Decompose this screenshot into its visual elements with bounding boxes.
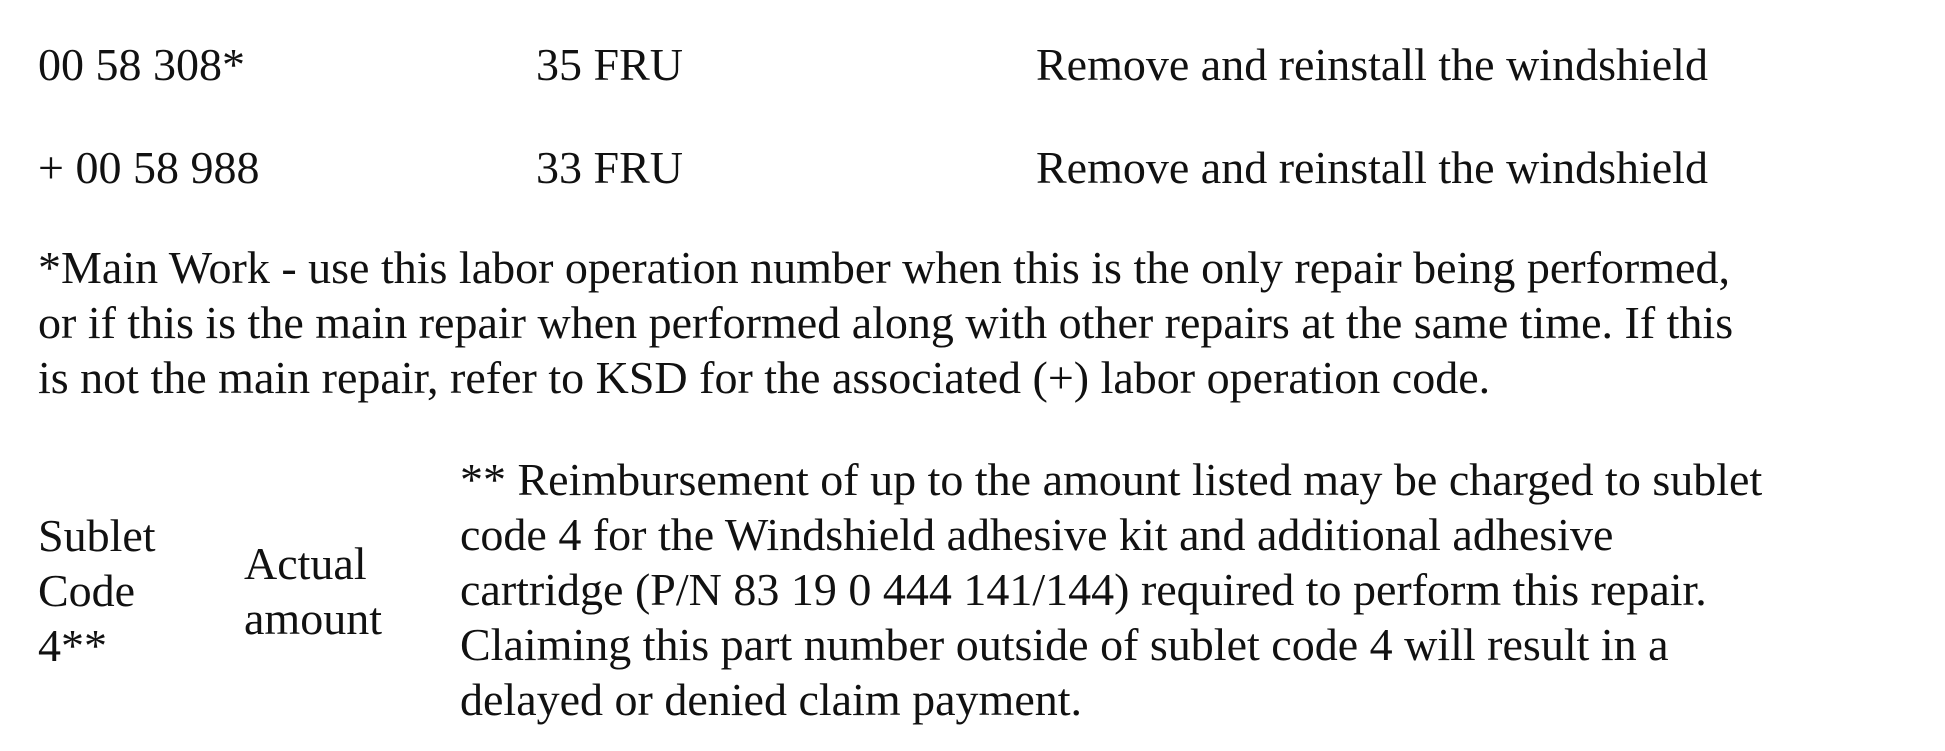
row-time-units: 33 FRU [536,142,683,193]
sublet-note-line: code 4 for the Windshield adhesive kit and additional adhesive [460,509,1614,560]
main-work-note-line: or if this is the main repair when performed along with other repairs at the same time. If this [38,297,1734,348]
sublet-amount-line: amount [244,593,382,644]
sublet-note-line: ** Reimbursement of up to the amount listed may be charged to sublet [460,454,1763,505]
sublet-reimbursement-note [460,452,1762,727]
sublet-code-line: Code [38,565,136,616]
sublet-code-line: Sublet [38,510,156,561]
row-description: Remove and reinstall the windshield [1036,39,1708,90]
row-time-units: 35 FRU [536,39,683,90]
sublet-note-line: Claiming this part number outside of sublet code 4 will result in a [460,619,1669,670]
row-description: Remove and reinstall the windshield [1036,142,1708,193]
sublet-amount-line: Actual [244,538,367,589]
sublet-code-label [38,508,156,673]
sublet-note-line: delayed or denied claim payment. [460,674,1083,725]
main-work-note-line: *Main Work - use this labor operation number when this is the only repair being performed, [38,242,1730,293]
sublet-note-line: cartridge (P/N 83 19 0 444 141/144) required to perform this repair. [460,564,1707,615]
sublet-amount-label [244,536,382,646]
main-work-note [38,240,1918,405]
row-op-number: + 00 58 988 [38,142,260,193]
main-work-note-line: is not the main repair, refer to KSD for the associated (+) labor operation code. [38,352,1491,403]
row-op-number: 00 58 308* [38,39,245,90]
sublet-code-line: 4** [38,620,107,671]
